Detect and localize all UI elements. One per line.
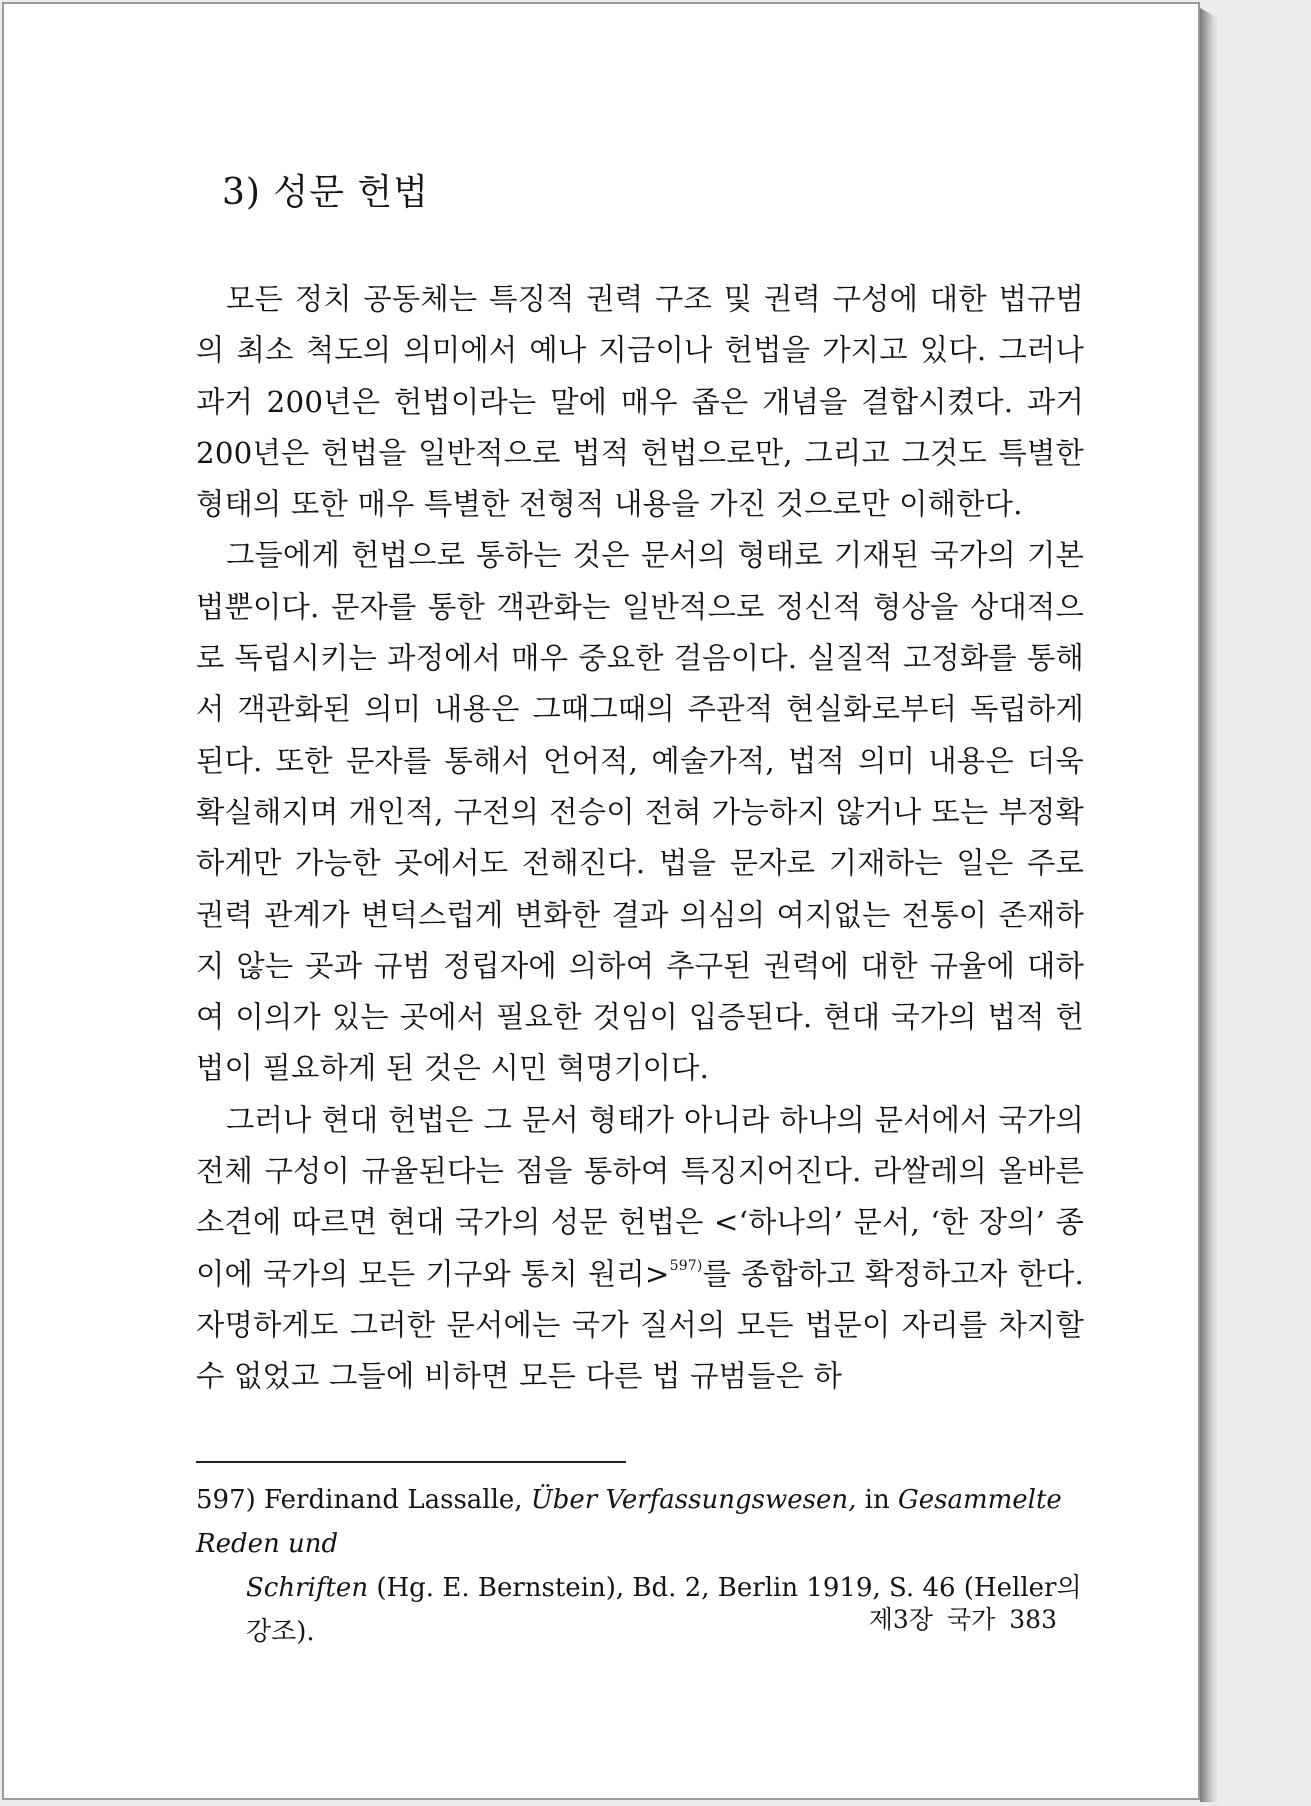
paragraph-3	[196, 1095, 1084, 1403]
footnote-collection-title: Gesammelte Reden und	[196, 1485, 1062, 1559]
body-text	[196, 274, 1084, 1403]
paragraph-3-part-1: 그러나 현대 헌법은 그 문서 형태가 아니라 하나의 문서에서 국가의 전체 구성이 규율된다는 점을 통하여 특징지어진다. 라쌀레의 올바른 소견에 따르면 현대 국가의 성문 헌법은 <‘하나의’ 문서, ‘한 장의’ 종이에 국가의 모든 기구와 통치 원리>	[196, 1102, 1084, 1291]
footnote-editor-place: (Hg. E. Bernstein), Bd. 2, Berlin 1919, S. 46 (Heller의 강조).	[246, 1573, 1082, 1647]
footnote-number: 597)	[196, 1485, 256, 1515]
page-edge-shadow	[1200, 8, 1218, 1802]
footnote-divider	[196, 1461, 626, 1463]
footnote-work-title: Über Verfassungswesen,	[530, 1485, 857, 1515]
paragraph-2: 그들에게 헌법으로 통하는 것은 문서의 형태로 기재된 국가의 기본법뿐이다. 문자를 통한 객관화는 일반적으로 정신적 형상을 상대적으로 독립시키는 과정에서 매우 중요한 걸음이다. 실질적 고정화를 통해서 객관화된 의미 내용은 그때그때의 주관적 현실화로부터 독립하게 된다. 또한 문자를 통해서 언어적, 예술가적, 법적 의미 내용은 더욱 확실해지며 개인적, 구전의 전승이 전혀 가능하지 않거나 또는 부정확하게만 가능한 곳에서도 전해진다. 법을 문자로 기재하는 일은 주로 권력 관계가 변덕스럽게 변화한 결과 의심의 여지없는 전통이 존재하지 않는 곳과 규범 정립자에 의하여 추구된 권력에 대한 규율에 대하여 이의가 있는 곳에서 필요한 것임이 입증된다. 현대 국가의 법적 헌법이 필요하게 된 것은 시민 혁명기이다.	[196, 538, 1084, 1086]
running-footer	[869, 1600, 1057, 1640]
section-title: 3) 성문 헌법	[222, 172, 429, 213]
chapter-label: 제3장	[868, 1605, 933, 1634]
footnote-collection-title-continued: Schriften	[246, 1573, 369, 1603]
footnote-reference[interactable]: 597)	[669, 1257, 703, 1274]
footnote-in-label: in	[864, 1485, 890, 1515]
paragraph-3-part-2: 를 종합하고 확정하고자 한다. 자명하게도 그러한 문서에는 국가 질서의 모든 법문이 자리를 차지할 수 없었고 그들에 비하면 모든 다른 법 규범들은 하	[196, 1256, 1084, 1394]
footnote-author: Ferdinand Lassalle,	[264, 1485, 523, 1515]
paragraph-1: 모든 정치 공동체는 특징적 권력 구조 및 권력 구성에 대한 법규범의 최소 척도의 의미에서 예나 지금이나 헌법을 가지고 있다. 그러나 과거 200년은 헌법이라는 말에 매우 좁은 개념을 결합시켰다. 과거 200년은 헌법을 일반적으로 법적 헌법으로만, 그리고 그것도 특별한 형태의 또한 매우 특별한 전형적 내용을 가진 것으로만 이해한다.	[196, 282, 1084, 522]
chapter-title: 국가	[946, 1605, 996, 1634]
page-number: 383	[1009, 1605, 1057, 1634]
